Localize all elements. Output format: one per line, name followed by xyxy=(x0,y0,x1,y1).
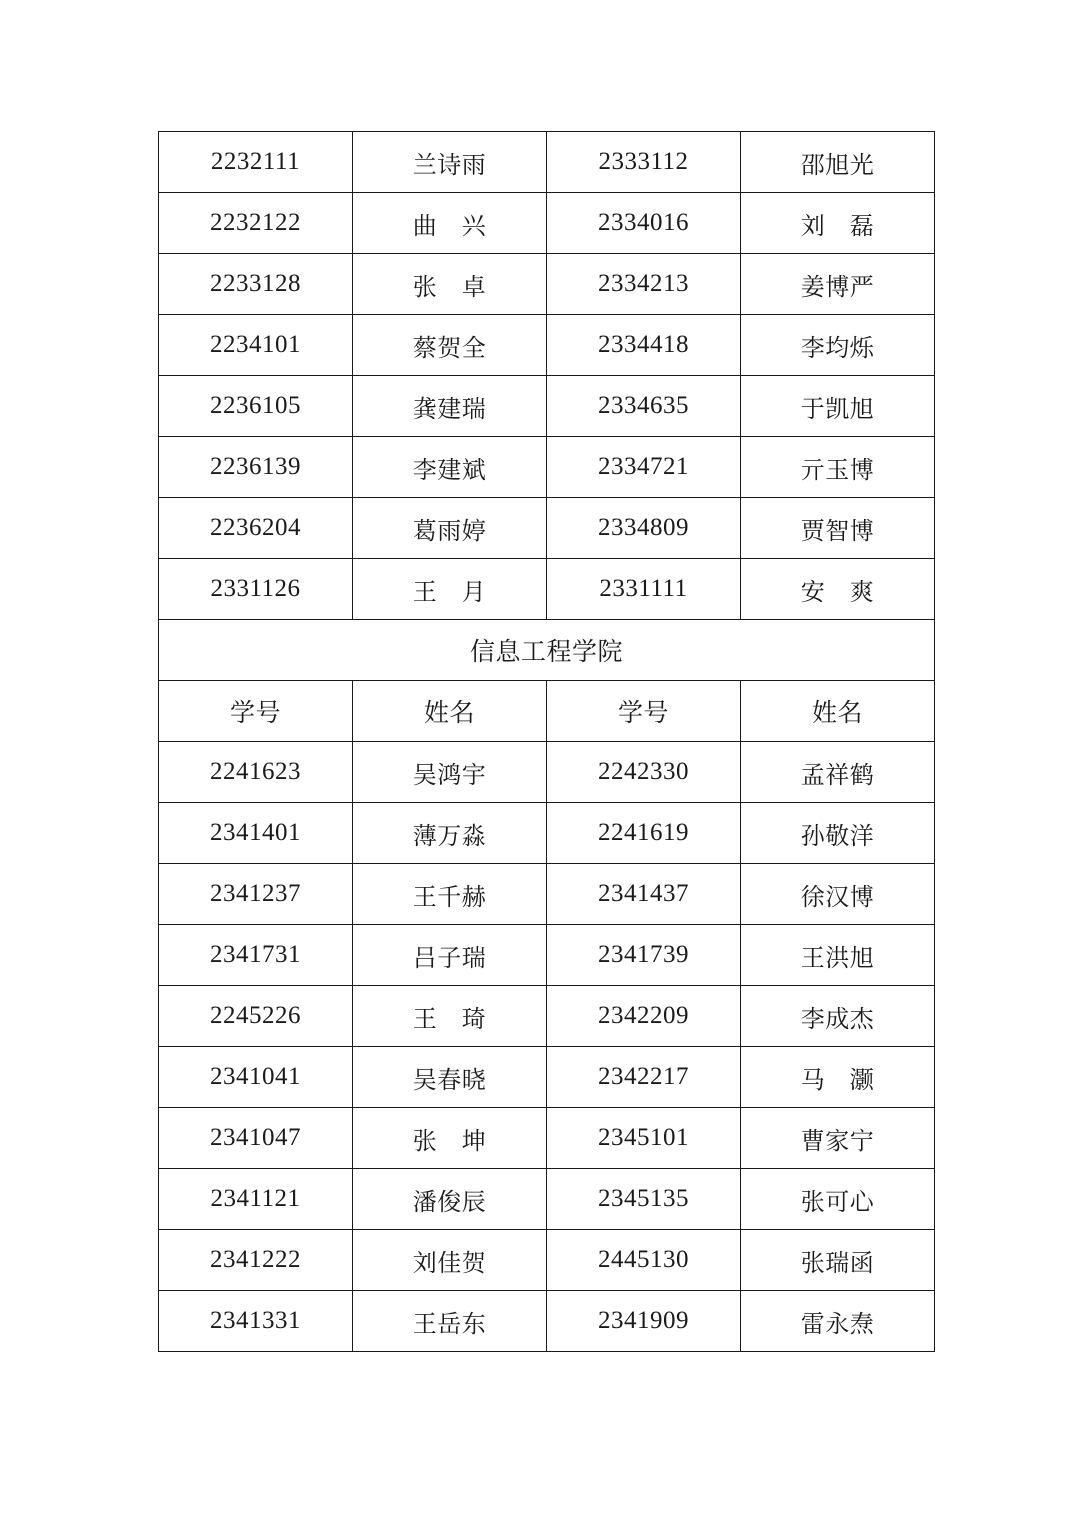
student-name-cell: 张 坤 xyxy=(353,1108,547,1169)
student-name-cell: 李成杰 xyxy=(741,986,935,1047)
column-header-student-id: 学号 xyxy=(547,681,741,742)
table-row xyxy=(159,376,935,437)
table-row xyxy=(159,498,935,559)
student-id-cell: 2445130 xyxy=(547,1230,741,1291)
table-row xyxy=(159,986,935,1047)
student-id-cell: 2331126 xyxy=(159,559,353,620)
student-name-cell: 吕子瑞 xyxy=(353,925,547,986)
table-row xyxy=(159,1291,935,1352)
header-row xyxy=(159,681,935,742)
student-id-cell: 2341331 xyxy=(159,1291,353,1352)
student-name-cell: 王 月 xyxy=(353,559,547,620)
student-name-cell: 吴鸿宇 xyxy=(353,742,547,803)
student-id-cell: 2341041 xyxy=(159,1047,353,1108)
student-id-cell: 2341222 xyxy=(159,1230,353,1291)
student-id-cell: 2331111 xyxy=(547,559,741,620)
column-header-name: 姓名 xyxy=(353,681,547,742)
student-id-cell: 2242330 xyxy=(547,742,741,803)
student-id-cell: 2345135 xyxy=(547,1169,741,1230)
student-name-cell: 李建斌 xyxy=(353,437,547,498)
student-id-cell: 2241619 xyxy=(547,803,741,864)
column-header-student-id: 学号 xyxy=(159,681,353,742)
student-name-cell: 曹家宁 xyxy=(741,1108,935,1169)
student-name-cell: 潘俊辰 xyxy=(353,1169,547,1230)
student-name-cell: 薄万淼 xyxy=(353,803,547,864)
student-name-cell: 吴春晓 xyxy=(353,1047,547,1108)
student-name-cell: 亓玉博 xyxy=(741,437,935,498)
student-name-cell: 葛雨婷 xyxy=(353,498,547,559)
student-name-cell: 张瑞函 xyxy=(741,1230,935,1291)
table-row xyxy=(159,864,935,925)
student-name-cell: 龚建瑞 xyxy=(353,376,547,437)
student-id-cell: 2241623 xyxy=(159,742,353,803)
student-id-cell: 2334016 xyxy=(547,193,741,254)
student-name-cell: 王洪旭 xyxy=(741,925,935,986)
student-id-cell: 2341437 xyxy=(547,864,741,925)
student-name-cell: 兰诗雨 xyxy=(353,132,547,193)
student-name-cell: 刘 磊 xyxy=(741,193,935,254)
student-id-cell: 2341121 xyxy=(159,1169,353,1230)
student-id-cell: 2245226 xyxy=(159,986,353,1047)
student-id-cell: 2236204 xyxy=(159,498,353,559)
student-id-cell: 2232122 xyxy=(159,193,353,254)
student-name-cell: 王 琦 xyxy=(353,986,547,1047)
student-id-cell: 2341401 xyxy=(159,803,353,864)
student-id-cell: 2333112 xyxy=(547,132,741,193)
table-row xyxy=(159,559,935,620)
student-name-cell: 王千赫 xyxy=(353,864,547,925)
student-id-cell: 2232111 xyxy=(159,132,353,193)
table-row xyxy=(159,1047,935,1108)
table-row xyxy=(159,1230,935,1291)
student-name-cell: 孙敬洋 xyxy=(741,803,935,864)
student-name-cell: 李均烁 xyxy=(741,315,935,376)
table-row xyxy=(159,742,935,803)
student-id-cell: 2341909 xyxy=(547,1291,741,1352)
student-id-cell: 2236105 xyxy=(159,376,353,437)
student-name-cell: 马 灏 xyxy=(741,1047,935,1108)
student-name-cell: 姜博严 xyxy=(741,254,935,315)
student-id-cell: 2341739 xyxy=(547,925,741,986)
student-id-cell: 2342217 xyxy=(547,1047,741,1108)
student-id-cell: 2341237 xyxy=(159,864,353,925)
student-list-table xyxy=(158,131,935,1352)
student-name-cell: 雷永焘 xyxy=(741,1291,935,1352)
section-row xyxy=(159,620,935,681)
student-name-cell: 曲 兴 xyxy=(353,193,547,254)
table-row xyxy=(159,1169,935,1230)
student-name-cell: 邵旭光 xyxy=(741,132,935,193)
table-row xyxy=(159,1108,935,1169)
student-id-cell: 2341047 xyxy=(159,1108,353,1169)
table-row xyxy=(159,315,935,376)
student-name-cell: 刘佳贺 xyxy=(353,1230,547,1291)
student-id-cell: 2234101 xyxy=(159,315,353,376)
student-name-cell: 于凯旭 xyxy=(741,376,935,437)
student-name-cell: 贾智博 xyxy=(741,498,935,559)
student-name-cell: 徐汉博 xyxy=(741,864,935,925)
student-id-cell: 2334213 xyxy=(547,254,741,315)
table-row xyxy=(159,925,935,986)
table-row xyxy=(159,254,935,315)
student-name-cell: 蔡贺全 xyxy=(353,315,547,376)
student-name-cell: 张 卓 xyxy=(353,254,547,315)
student-list-body xyxy=(159,132,935,1352)
student-id-cell: 2345101 xyxy=(547,1108,741,1169)
student-name-cell: 孟祥鹤 xyxy=(741,742,935,803)
student-id-cell: 2334635 xyxy=(547,376,741,437)
table-row xyxy=(159,193,935,254)
section-title: 信息工程学院 xyxy=(159,620,935,681)
student-name-cell: 王岳东 xyxy=(353,1291,547,1352)
table-row xyxy=(159,437,935,498)
table-row xyxy=(159,803,935,864)
student-id-cell: 2334418 xyxy=(547,315,741,376)
student-id-cell: 2334721 xyxy=(547,437,741,498)
student-id-cell: 2236139 xyxy=(159,437,353,498)
student-name-cell: 张可心 xyxy=(741,1169,935,1230)
table-row xyxy=(159,132,935,193)
student-id-cell: 2233128 xyxy=(159,254,353,315)
column-header-name: 姓名 xyxy=(741,681,935,742)
student-id-cell: 2342209 xyxy=(547,986,741,1047)
student-name-cell: 安 爽 xyxy=(741,559,935,620)
student-id-cell: 2334809 xyxy=(547,498,741,559)
student-id-cell: 2341731 xyxy=(159,925,353,986)
